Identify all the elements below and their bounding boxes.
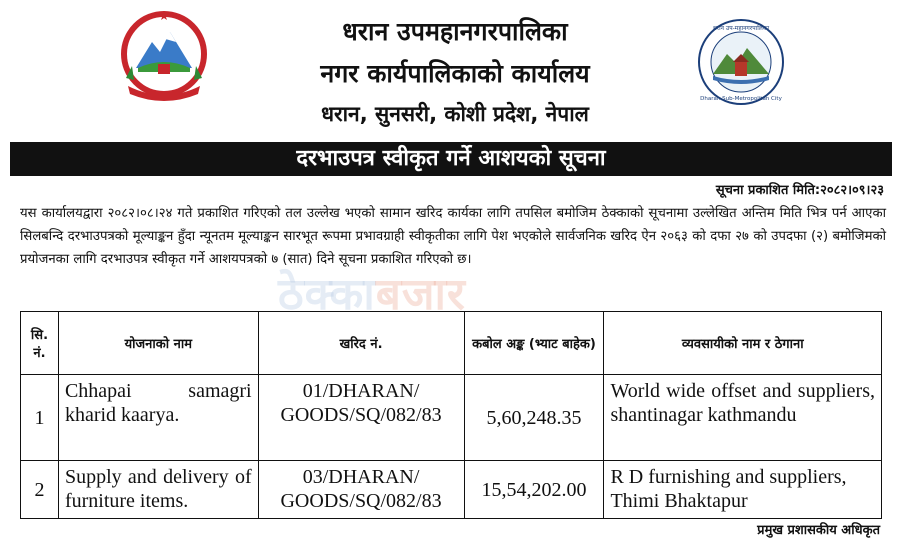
table-header-row	[21, 312, 882, 375]
row-purchase-no: 03/DHARAN/ GOODS/SQ/082/83	[258, 461, 464, 519]
header-purchase-no: खरिद नं.	[258, 312, 464, 375]
municipality-name: धरान उपमहानगरपालिका	[342, 17, 568, 46]
publication-date	[716, 180, 884, 198]
logo-text-top: धरान उप-महानगरपालिका	[712, 25, 770, 32]
row-scheme-name: Chhapai samagri kharid kaarya.	[58, 375, 258, 461]
header-vendor: व्यवसायीको नाम र ठेगाना	[604, 312, 882, 375]
signatory-title: प्रमुख प्रशासकीय अधिकृत	[757, 523, 880, 538]
row-vendor: World wide offset and suppliers, shantinagar kathmandu	[604, 375, 882, 461]
office-name: नगर कार्यपालिकाको कार्यालय	[320, 59, 590, 88]
nepal-government-emblem-icon	[118, 8, 210, 104]
dharan-city-logo-icon	[697, 18, 785, 106]
publication-date-label: सूचना प्रकाशित मिति:	[715, 183, 821, 198]
contract-table	[20, 311, 882, 519]
row-vendor: R D furnishing and suppliers, Thimi Bhaktapur	[604, 461, 882, 519]
row-purchase-no: 01/DHARAN/ GOODS/SQ/082/83	[258, 375, 464, 461]
table-row	[21, 461, 882, 519]
row-serial-no: 1	[21, 375, 59, 461]
header-bid-amount: कबोल अङ्क (भ्याट बाहेक)	[464, 312, 604, 375]
row-serial-no: 2	[21, 461, 59, 519]
row-bid-amount: 5,60,248.35	[464, 375, 604, 461]
row-bid-amount: 15,54,202.00	[464, 461, 604, 519]
header-serial-no: सि. नं.	[21, 312, 59, 375]
notice-paragraph: यस कार्यालयद्वारा २०८२।०८।२४ गते प्रकाशित गरिएको तल उल्लेख भएको सामान खरिद कार्यका लागि तपसिल बमोजिम ठेक्काको सूचनामा उल्लेखित अन्तिम मिति भित्र पर्न आएका सिलबन्दि दरभाउपत्रको मूल्याङ्कन हुँदा न्यूनतम मूल्याङ्कन सारभूत रूपमा प्रभावग्राही स्वीकृतीका लागि पेश भएकोले सार्वजनिक खरिद ऐन २०६३ को दफा २७ को उपदफा (२) बमोजिमको प्रयोजनका लागि दरभाउपत्र स्वीकृत गर्ने आशयपत्रको ७ (सात) दिने सूचना प्रकाशित गरिएको छ।	[20, 206, 886, 267]
table-row	[21, 375, 882, 461]
header-scheme-name: योजनाको नाम	[58, 312, 258, 375]
row-scheme-name: Supply and delivery of furniture items.	[58, 461, 258, 519]
watermark-part1: ठेक्का	[278, 269, 376, 320]
watermark-part2: बजार	[375, 269, 466, 320]
publication-date-value: २०८२।०९।२३	[820, 183, 884, 198]
notice-title-banner: दरभाउपत्र स्वीकृत गर्ने आशयको सूचना	[10, 142, 892, 176]
logo-text-bottom: Dharan Sub-Metropolitan City	[700, 96, 782, 102]
office-address: धरान, सुनसरी, कोशी प्रदेश, नेपाल	[321, 102, 589, 126]
